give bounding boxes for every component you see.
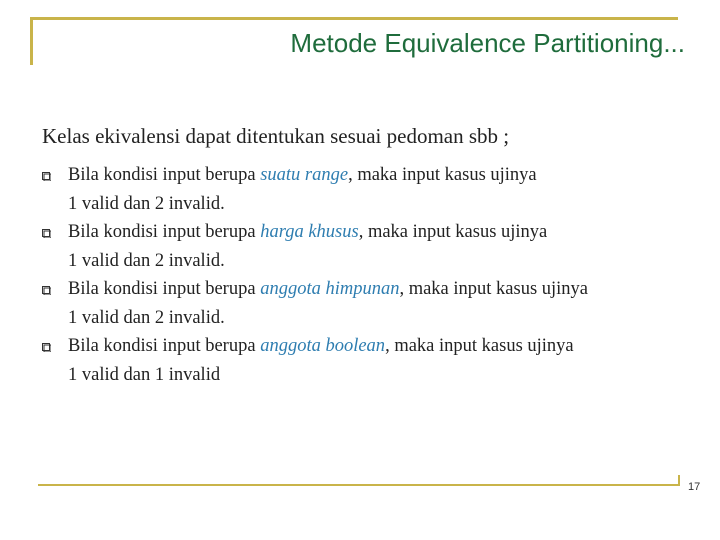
slide-title: Metode Equivalence Partitioning... [290,28,685,58]
intro-text: Kelas ekivalensi dapat ditentukan sesuai pedoman sbb ; [42,124,510,148]
bullet-text-end: , maka input kasus ujinya [348,165,537,185]
bullet-line-2: 1 valid dan 2 invalid. [68,307,225,328]
bullet-emphasis: harga khusus [260,222,359,242]
bullet-text: Bila kondisi input berupa [68,279,261,299]
bullet-line-1 [68,332,682,361]
bullet-line-1 [68,275,682,304]
page-number: 17 [688,481,701,493]
bullet-line-2: 1 valid dan 2 invalid. [68,250,225,271]
bullet-line-2: 1 valid dan 2 invalid. [68,193,225,214]
bullet-text-end: , maka input kasus ujinya [358,222,548,242]
bullet-line-1 [68,218,682,247]
bullet-list [42,161,682,389]
bullet-text: Bila kondisi input berupa [68,336,261,356]
title-frame-top [30,17,678,20]
bullet-text: Bila kondisi input berupa [68,165,261,185]
bullet-line-1 [68,161,682,190]
footer-tick [678,475,680,485]
bullet-emphasis: anggota boolean [260,336,386,356]
bullet-emphasis: suatu range [260,165,349,185]
hollow-square-bullet-icon [42,286,51,295]
bullet-text: Bila kondisi input berupa [68,222,261,242]
list-item [42,332,682,389]
list-item [42,161,682,218]
hollow-square-bullet-icon [42,172,51,181]
bullet-text-end: , maka input kasus ujinya [385,336,574,356]
footer-rule [38,484,680,486]
bullet-line-2: 1 valid dan 1 invalid [68,364,221,385]
bullet-text-end: , maka input kasus ujinya [399,279,589,299]
hollow-square-bullet-icon [42,229,51,238]
list-item [42,275,682,332]
bullet-emphasis: anggota himpunan [260,279,400,299]
list-item [42,218,682,275]
hollow-square-bullet-icon [42,343,51,352]
